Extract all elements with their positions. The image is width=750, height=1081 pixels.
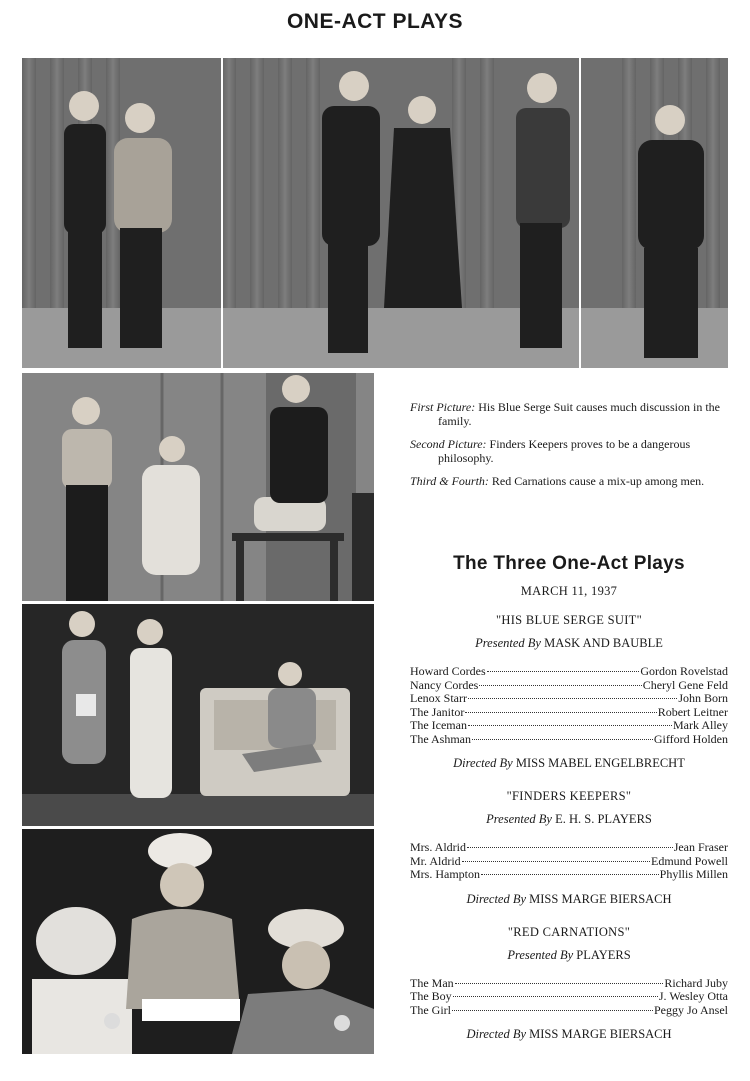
plays-list	[410, 613, 728, 1042]
cast-row	[410, 841, 728, 855]
cast-row	[410, 855, 728, 869]
dot-leader	[455, 983, 664, 984]
cast-role: Mr. Aldrid	[410, 853, 461, 868]
caption-lead: Second Picture:	[410, 437, 487, 451]
caption-third-fourth	[410, 474, 728, 488]
photo-closeup-trio	[22, 829, 374, 1054]
cast-role: Mrs. Aldrid	[410, 840, 467, 854]
directed-label: Directed By	[466, 1027, 527, 1041]
cast-row	[410, 1004, 728, 1018]
cast-actor: Phyllis Millen	[659, 867, 728, 881]
dot-leader	[472, 739, 653, 740]
dot-leader	[479, 685, 641, 686]
dot-leader	[481, 874, 659, 875]
directed-label: Directed By	[466, 891, 527, 906]
director-name: MISS MABEL ENGELBRECHT	[515, 756, 685, 770]
director-name: MISS MARGE BIERSACH	[529, 891, 672, 906]
cast-role: The Janitor	[410, 704, 465, 719]
cast-actor: Peggy Jo Ansel	[653, 1002, 728, 1017]
presented-by	[410, 636, 728, 651]
play-title: "FINDERS KEEPERS"	[506, 789, 632, 803]
dot-leader	[462, 861, 650, 862]
program-title: The Three One-Act Plays	[453, 553, 685, 574]
caption-text: Red Carnations cause a mix-up among men.	[491, 474, 705, 488]
caption-text: Finders Keepers proves to be a dangerous philosophy.	[438, 437, 691, 465]
cast-actor: Jean Fraser	[673, 840, 728, 854]
cast-role: Lenox Starr	[410, 691, 467, 705]
photo-interior-scene	[22, 373, 374, 601]
cast-row	[410, 977, 728, 991]
cast-actor: Richard Juby	[664, 975, 728, 990]
dot-leader	[468, 725, 672, 726]
cast-row	[410, 733, 728, 747]
cast-actor: Robert Leitner	[657, 704, 728, 719]
caption-first-picture	[410, 400, 728, 428]
directed-by	[410, 892, 728, 907]
presented-by	[410, 812, 728, 827]
caption-text: His Blue Serge Suit causes much discussion in the family.	[438, 400, 720, 428]
cast-actor: Mark Alley	[673, 718, 728, 732]
photo-captions	[410, 400, 728, 497]
cast-row	[410, 868, 728, 882]
caption-second-picture	[410, 437, 728, 465]
play-section	[410, 789, 728, 907]
cast-role: The Man	[410, 975, 454, 990]
caption-lead: Third & Fourth:	[410, 474, 489, 488]
presented-label: Presented By	[475, 636, 541, 650]
program-date: MARCH 11, 1937	[520, 584, 618, 598]
presenting-group: E. H. S. PLAYERS	[555, 812, 652, 826]
page-title: ONE-ACT PLAYS	[286, 10, 464, 33]
play-section	[410, 613, 728, 771]
presenting-group: PLAYERS	[576, 947, 631, 962]
program	[410, 553, 728, 1042]
cast-row	[410, 990, 728, 1004]
cast-actor: Gordon Rovelstad	[640, 664, 728, 678]
presenting-group: MASK AND BAUBLE	[544, 636, 663, 650]
cast-row	[410, 706, 728, 720]
cast-list	[410, 841, 728, 882]
directed-label: Directed By	[453, 756, 513, 770]
cast-actor: Cheryl Gene Feld	[642, 677, 728, 692]
cast-actor: J. Wesley Otta	[658, 989, 728, 1003]
cast-row	[410, 665, 728, 679]
cast-role: The Iceman	[410, 718, 467, 732]
cast-actor: John Born	[678, 691, 728, 705]
director-name: MISS MARGE BIERSACH	[529, 1027, 672, 1041]
cast-role: Howard Cordes	[410, 664, 486, 678]
cast-actor: Gifford Holden	[653, 731, 728, 746]
dot-leader	[453, 996, 658, 997]
play-title: "HIS BLUE SERGE SUIT"	[495, 613, 643, 627]
dot-leader	[468, 698, 677, 699]
play-section	[410, 925, 728, 1043]
cast-role: The Girl	[410, 1002, 451, 1017]
play-title: "RED CARNATIONS"	[507, 924, 631, 939]
cast-list	[410, 665, 728, 746]
cast-role: The Ashman	[410, 731, 471, 746]
cast-actor: Edmund Powell	[651, 853, 728, 868]
cast-role: The Boy	[410, 989, 452, 1003]
cast-role: Mrs. Hampton	[410, 867, 480, 881]
cast-row	[410, 719, 728, 733]
photo-stage-bench	[22, 604, 374, 826]
dot-leader	[487, 671, 640, 672]
caption-lead: First Picture:	[410, 400, 476, 414]
directed-by	[410, 756, 728, 771]
cast-list	[410, 977, 728, 1018]
photo-stage-group	[22, 58, 728, 368]
presented-by	[410, 948, 728, 963]
cast-role: Nancy Cordes	[410, 677, 479, 692]
dot-leader	[465, 712, 656, 713]
cast-row	[410, 692, 728, 706]
dot-leader	[452, 1010, 653, 1011]
presented-label: Presented By	[507, 947, 574, 962]
presented-label: Presented By	[486, 812, 552, 826]
dot-leader	[467, 847, 673, 848]
directed-by	[410, 1027, 728, 1042]
cast-row	[410, 679, 728, 693]
